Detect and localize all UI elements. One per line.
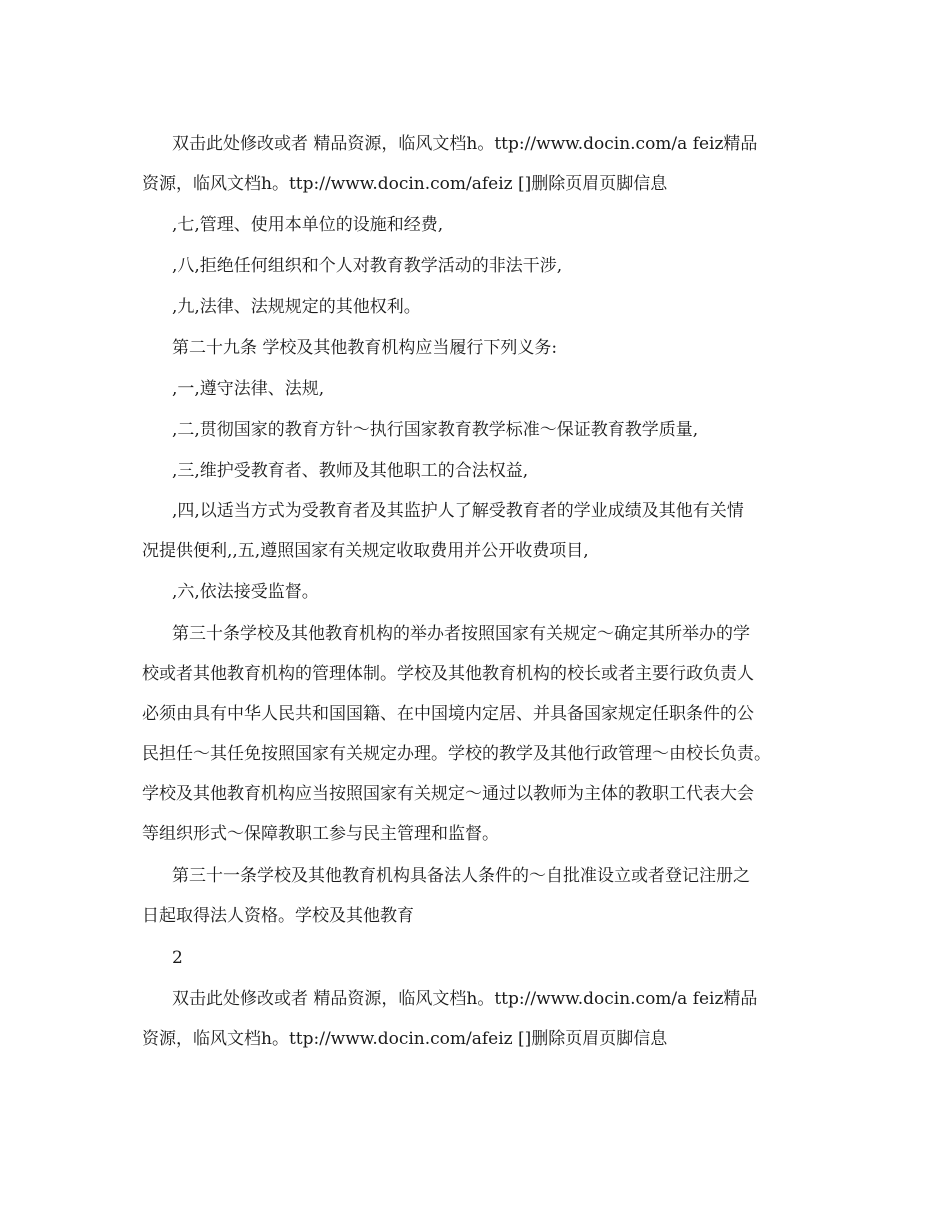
footer-line-1: 双击此处修改或者 精品资源，临风文档h。ttp://www.docin.com/a feiz精品: [172, 989, 758, 1009]
text-line: ,六,依法接受监督。: [172, 582, 319, 602]
text-line: ,二,贯彻国家的教育方针～执行国家教育教学标准～保证教育教学质量,: [172, 420, 699, 440]
text-line: 等组织形式～保障教职工参与民主管理和监督。: [142, 824, 499, 844]
text-line: 日起取得法人资格。学校及其他教育: [142, 906, 414, 926]
text-line: ,一,遵守法律、法规,: [172, 379, 325, 399]
text-line: 必须由具有中华人民共和国国籍、在中国境内定居、并具备国家规定任职条件的公: [142, 704, 754, 724]
text-line: ,八,拒绝任何组织和个人对教育教学活动的非法干涉,: [172, 256, 563, 276]
article-31-paragraph: 第三十一条学校及其他教育机构具备法人条件的～自批准设立或者登记注册之: [172, 866, 750, 886]
article-29-heading: 第二十九条 学校及其他教育机构应当履行下列义务:: [172, 338, 558, 358]
text-line: 学校及其他教育机构应当按照国家有关规定～通过以教师为主体的教职工代表大会: [142, 784, 754, 804]
text-line: ,七,管理、使用本单位的设施和经费,: [172, 215, 444, 235]
page-number: 2: [172, 948, 183, 968]
article-30-paragraph: 第三十条学校及其他教育机构的举办者按照国家有关规定～确定其所举办的学: [172, 624, 750, 644]
text-line: 况提供便利,,五,遵照国家有关规定收取费用并公开收费项目,: [142, 541, 589, 561]
text-line: ,九,法律、法规规定的其他权利。: [172, 297, 421, 317]
text-line: 民担任～其任免按照国家有关规定办理。学校的教学及其他行政管理～由校长负责。: [142, 744, 771, 764]
footer-line-2: 资源，临风文档h。ttp://www.docin.com/afeiz []删除页眉页脚信息: [142, 1029, 668, 1049]
text-line: 校或者其他教育机构的管理体制。学校及其他教育机构的校长或者主要行政负责人: [142, 664, 754, 684]
text-line: ,四,以适当方式为受教育者及其监护人了解受教育者的学业成绩及其他有关情: [172, 501, 744, 521]
header-line-1: 双击此处修改或者 精品资源，临风文档h。ttp://www.docin.com/a feiz精品: [172, 134, 758, 154]
header-line-2: 资源，临风文档h。ttp://www.docin.com/afeiz []删除页眉页脚信息: [142, 174, 668, 194]
text-line: ,三,维护受教育者、教师及其他职工的合法权益,: [172, 461, 529, 481]
